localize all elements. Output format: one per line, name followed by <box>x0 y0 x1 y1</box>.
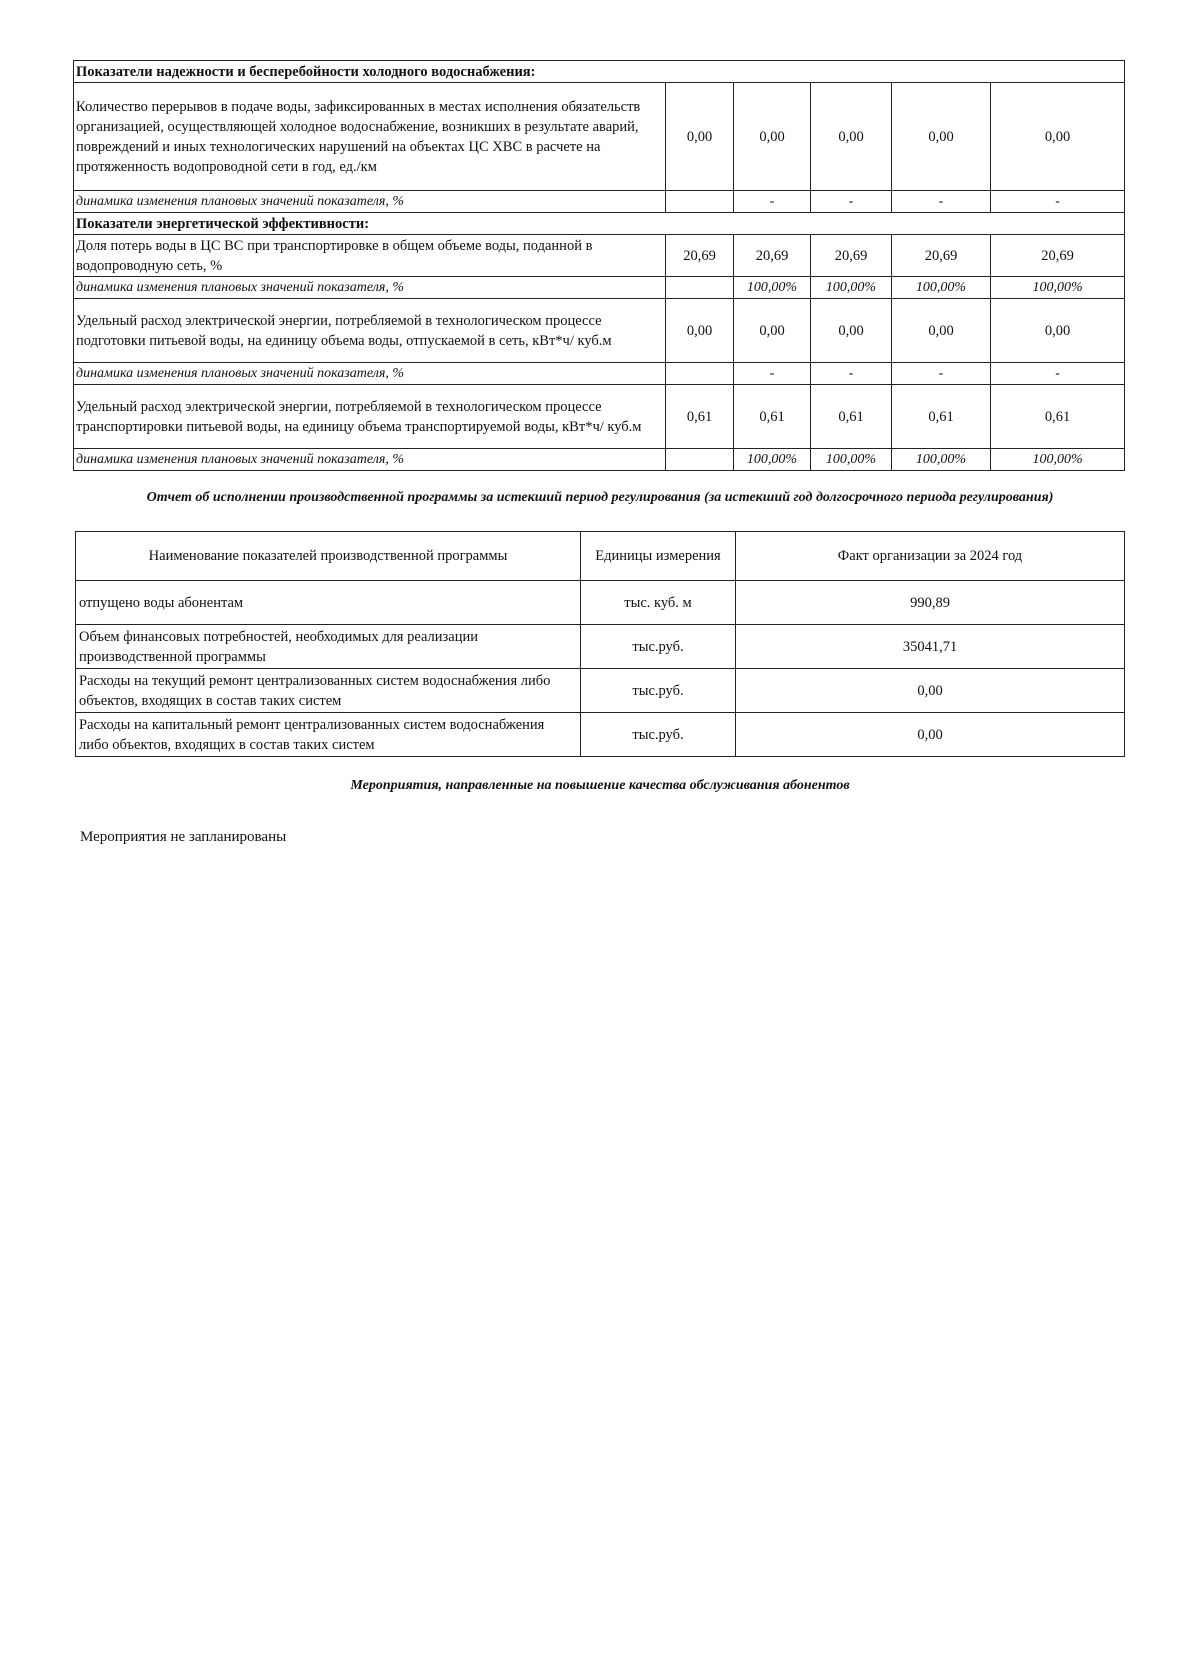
dynamics-cell: - <box>811 191 892 213</box>
dynamics-cell <box>666 363 734 385</box>
dynamics-label: динамика изменения плановых значений показателя, % <box>74 363 666 385</box>
units-cell: тыс. куб. м <box>581 581 736 625</box>
dynamics-cell: - <box>734 191 811 213</box>
dynamics-cell: 100,00% <box>811 449 892 471</box>
dynamics-cell: - <box>811 363 892 385</box>
table-row <box>76 625 1125 669</box>
indicator-label: Количество перерывов в подаче воды, зафиксированных в местах исполнения обязательств организацией, осуществляющей холодное водоснабжение, возникших в результате аварий, повреждений и иных технологических нарушений на объектах ЦС ХВС в расчете на протяженность водопроводной сети в год, ед./км <box>74 83 666 191</box>
dynamics-cell <box>666 277 734 299</box>
indicator-name-cell: Расходы на текущий ремонт централизованных систем водоснабжения либо объектов, входящих в состав таких систем <box>76 669 581 713</box>
dynamics-row-losses <box>74 277 1125 299</box>
dynamics-label: динамика изменения плановых значений показателя, % <box>74 191 666 213</box>
fact-value-cell: 35041,71 <box>736 625 1125 669</box>
fact-value-cell: 990,89 <box>736 581 1125 625</box>
indicator-row-breaks <box>74 83 1125 191</box>
value-cell: 0,00 <box>892 299 991 363</box>
section-energy-row <box>74 213 1125 235</box>
units-cell: тыс.руб. <box>581 713 736 757</box>
dynamics-cell: - <box>892 191 991 213</box>
value-cell: 0,00 <box>734 83 811 191</box>
dynamics-label: динамика изменения плановых значений показателя, % <box>74 277 666 299</box>
dynamics-cell: 100,00% <box>991 449 1125 471</box>
dynamics-cell: 100,00% <box>734 449 811 471</box>
dynamics-row-transport <box>74 449 1125 471</box>
dynamics-cell: - <box>991 363 1125 385</box>
value-cell: 0,00 <box>892 83 991 191</box>
dynamics-cell: 100,00% <box>734 277 811 299</box>
table-row <box>76 669 1125 713</box>
dynamics-row-breaks <box>74 191 1125 213</box>
dynamics-cell: 100,00% <box>811 277 892 299</box>
section-title: Показатели надежности и бесперебойности холодного водоснабжения: <box>74 61 1125 83</box>
dynamics-cell: 100,00% <box>892 277 991 299</box>
header-fact-2024: Факт организации за 2024 год <box>736 532 1125 581</box>
indicator-row-transport <box>74 385 1125 449</box>
table-row <box>76 713 1125 757</box>
units-cell: тыс.руб. <box>581 669 736 713</box>
report-header-row <box>76 532 1125 581</box>
value-cell: 0,00 <box>811 83 892 191</box>
fact-value-cell: 0,00 <box>736 669 1125 713</box>
value-cell: 20,69 <box>991 235 1125 277</box>
section-reliability-row <box>74 61 1125 83</box>
table-row <box>76 581 1125 625</box>
value-cell: 20,69 <box>666 235 734 277</box>
value-cell: 0,61 <box>666 385 734 449</box>
production-program-report-table <box>75 531 1125 757</box>
value-cell: 0,61 <box>991 385 1125 449</box>
indicator-name-cell: отпущено воды абонентам <box>76 581 581 625</box>
value-cell: 0,00 <box>666 83 734 191</box>
events-heading: Мероприятия, направленные на повышение качества обслуживания абонентов <box>350 778 850 793</box>
indicator-name-cell: Расходы на капитальный ремонт централизованных систем водоснабжения либо объектов, входящих в состав таких систем <box>76 713 581 757</box>
indicator-label: Удельный расход электрической энергии, потребляемой в технологическом процессе транспортировки питьевой воды, на единицу объема транспортируемой воды, кВт*ч/ куб.м <box>74 385 666 449</box>
value-cell: 20,69 <box>811 235 892 277</box>
dynamics-cell: - <box>991 191 1125 213</box>
dynamics-cell: 100,00% <box>991 277 1125 299</box>
report-caption: Отчет об исполнении производственной программы за истекший период регулирования (за истекший год долгосрочного периода регулирования) <box>146 490 1054 505</box>
value-cell: 0,61 <box>734 385 811 449</box>
units-cell: тыс.руб. <box>581 625 736 669</box>
dynamics-cell: - <box>734 363 811 385</box>
dynamics-label: динамика изменения плановых значений показателя, % <box>74 449 666 471</box>
indicator-label: Удельный расход электрической энергии, потребляемой в технологическом процессе подготовки питьевой воды, на единицу объема воды, отпускаемой в сеть, кВт*ч/ куб.м <box>74 299 666 363</box>
value-cell: 0,00 <box>734 299 811 363</box>
header-units: Единицы измерения <box>581 532 736 581</box>
header-indicator-name: Наименование показателей производственной программы <box>76 532 581 581</box>
value-cell: 20,69 <box>734 235 811 277</box>
value-cell: 0,61 <box>892 385 991 449</box>
value-cell: 0,00 <box>666 299 734 363</box>
dynamics-cell <box>666 191 734 213</box>
fact-value-cell: 0,00 <box>736 713 1125 757</box>
value-cell: 0,00 <box>991 299 1125 363</box>
value-cell: 0,00 <box>991 83 1125 191</box>
value-cell: 0,00 <box>811 299 892 363</box>
dynamics-cell: - <box>892 363 991 385</box>
value-cell: 0,61 <box>811 385 892 449</box>
section-title: Показатели энергетической эффективности: <box>74 213 1125 235</box>
events-text: Мероприятия не запланированы <box>80 829 287 845</box>
dynamics-cell <box>666 449 734 471</box>
value-cell: 20,69 <box>892 235 991 277</box>
indicator-label: Доля потерь воды в ЦС ВС при транспортировке в общем объеме воды, поданной в водопроводную сеть, % <box>74 235 666 277</box>
indicator-row-losses <box>74 235 1125 277</box>
indicator-name-cell: Объем финансовых потребностей, необходимых для реализации производственной программы <box>76 625 581 669</box>
indicator-row-preparation <box>74 299 1125 363</box>
dynamics-row-preparation <box>74 363 1125 385</box>
dynamics-cell: 100,00% <box>892 449 991 471</box>
indicators-table <box>73 60 1125 471</box>
